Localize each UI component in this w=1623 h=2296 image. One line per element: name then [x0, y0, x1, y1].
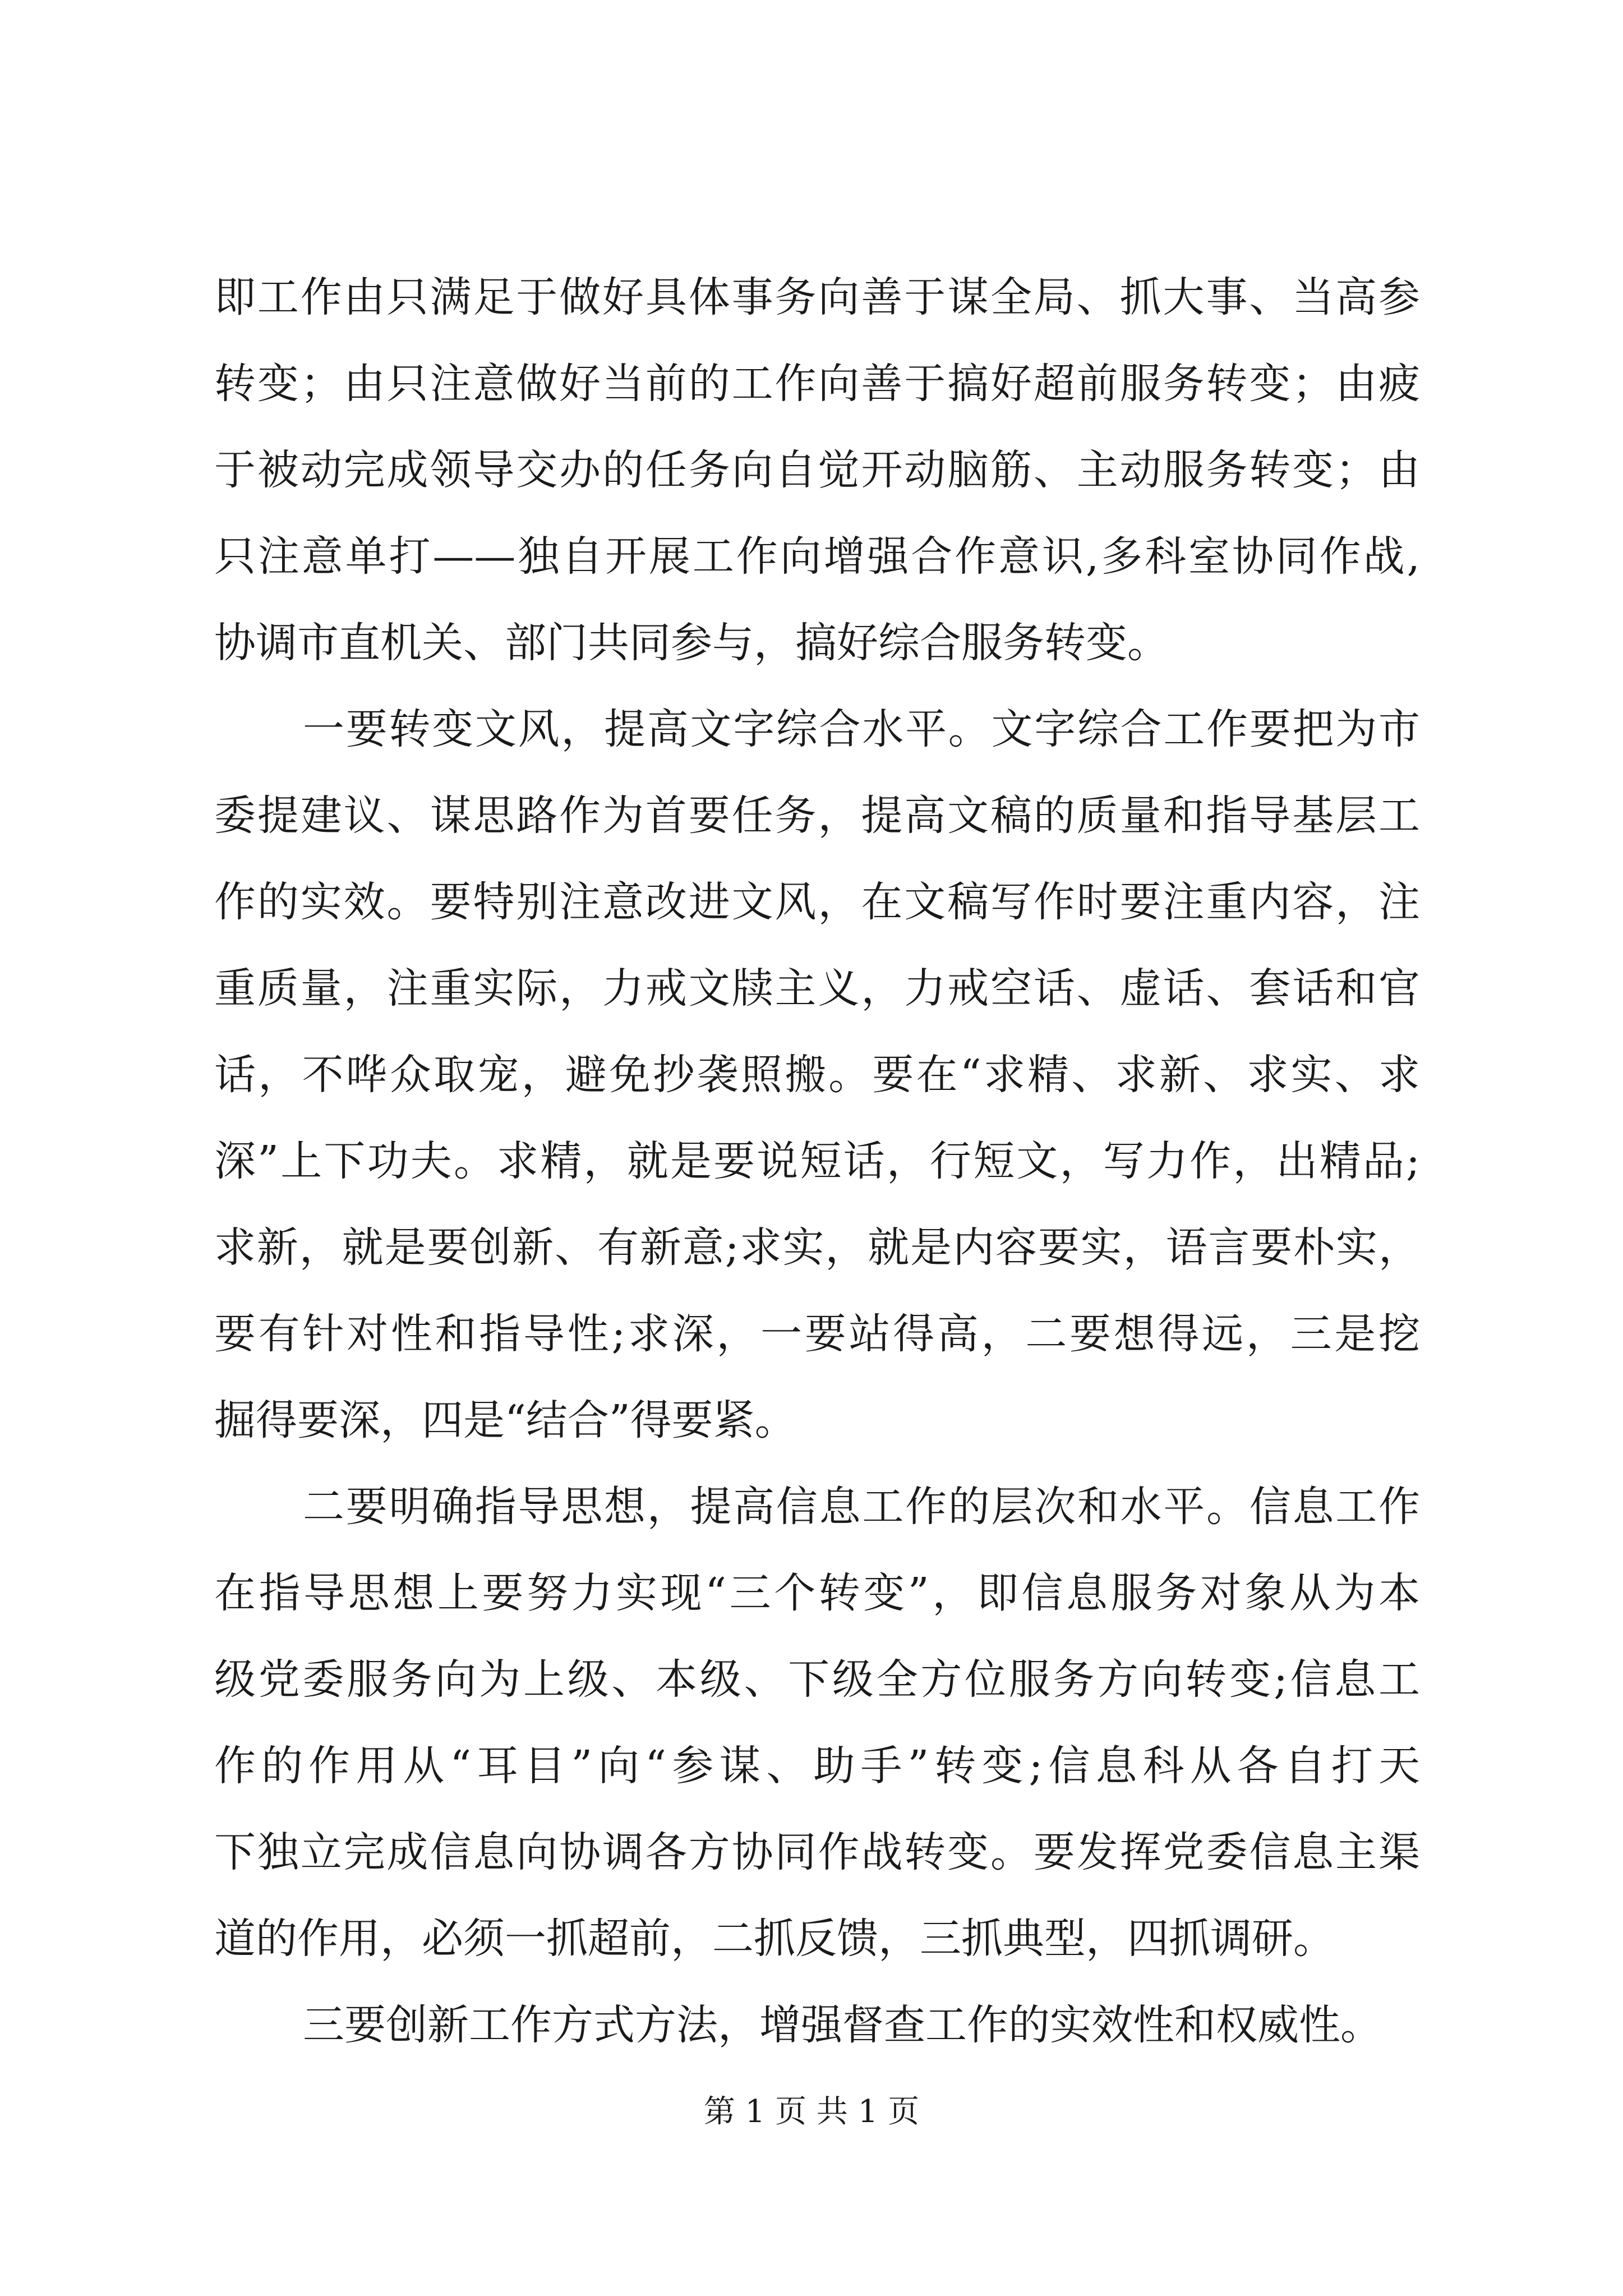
text-line: 只注意单打——独自开展工作向增强合作意识,多科室协同作战,: [214, 532, 1420, 581]
text-line: 即工作由只满足于做好具体事务向善于谋全局、抓大事、当高参: [214, 273, 1420, 321]
text-line: 委提建议、谋思路作为首要任务，提高文稿的质量和指导基层工: [214, 792, 1420, 840]
text-line: 转变；由只注意做好当前的工作向善于搞好超前服务转变；由疲: [214, 360, 1420, 408]
paragraph-first-line: 三要创新工作方式方法，增强督查工作的实效性和权威性。: [303, 2001, 1382, 2049]
text-line: 下独立完成信息向协调各方协同作战转变。要发挥党委信息主渠: [214, 1828, 1420, 1876]
text-line: 级党委服务向为上级、本级、下级全方位服务方向转变;信息工: [214, 1655, 1420, 1704]
text-line: 在指导思想上要努力实现“三个转变”，即信息服务对象从为本: [214, 1569, 1420, 1617]
paragraph-first-line: 二要明确指导思想，提高信息工作的层次和水平。信息工作: [303, 1483, 1420, 1531]
text-line: 作的实效。要特别注意改进文风，在文稿写作时要注重内容，注: [214, 878, 1420, 926]
text-line: 话，不哗众取宠，避免抄袭照搬。要在“求精、求新、求实、求: [214, 1051, 1420, 1099]
text-line: 深”上下功夫。求精，就是要说短话，行短文，写力作，出精品;: [214, 1137, 1420, 1185]
text-line: 协调市直机关、部门共同参与，搞好综合服务转变。: [214, 619, 1169, 667]
paragraph-first-line: 一要转变文风，提高文字综合水平。文字综合工作要把为市: [303, 705, 1420, 753]
text-line: 求新，就是要创新、有新意;求实，就是内容要实，语言要朴实，: [214, 1223, 1420, 1272]
text-line: 重质量，注重实际，力戒文牍主义，力戒空话、虚话、套话和官: [214, 964, 1420, 1013]
page-number-footer: 第 1 页 共 1 页: [703, 2093, 920, 2130]
text-line: 道的作用，必须一抓超前，二抓反馈，三抓典型，四抓调研。: [214, 1915, 1335, 1963]
text-line: 于被动完成领导交办的任务向自觉开动脑筋、主动服务转变；由: [214, 446, 1420, 494]
text-line: 作的作用从“耳目”向“参谋、助手”转变;信息科从各自打天: [214, 1742, 1420, 1790]
text-line: 掘得要深，四是“结合”得要紧。: [214, 1396, 796, 1444]
text-line: 要有针对性和指导性;求深，一要站得高，二要想得远，三是挖: [214, 1310, 1420, 1358]
